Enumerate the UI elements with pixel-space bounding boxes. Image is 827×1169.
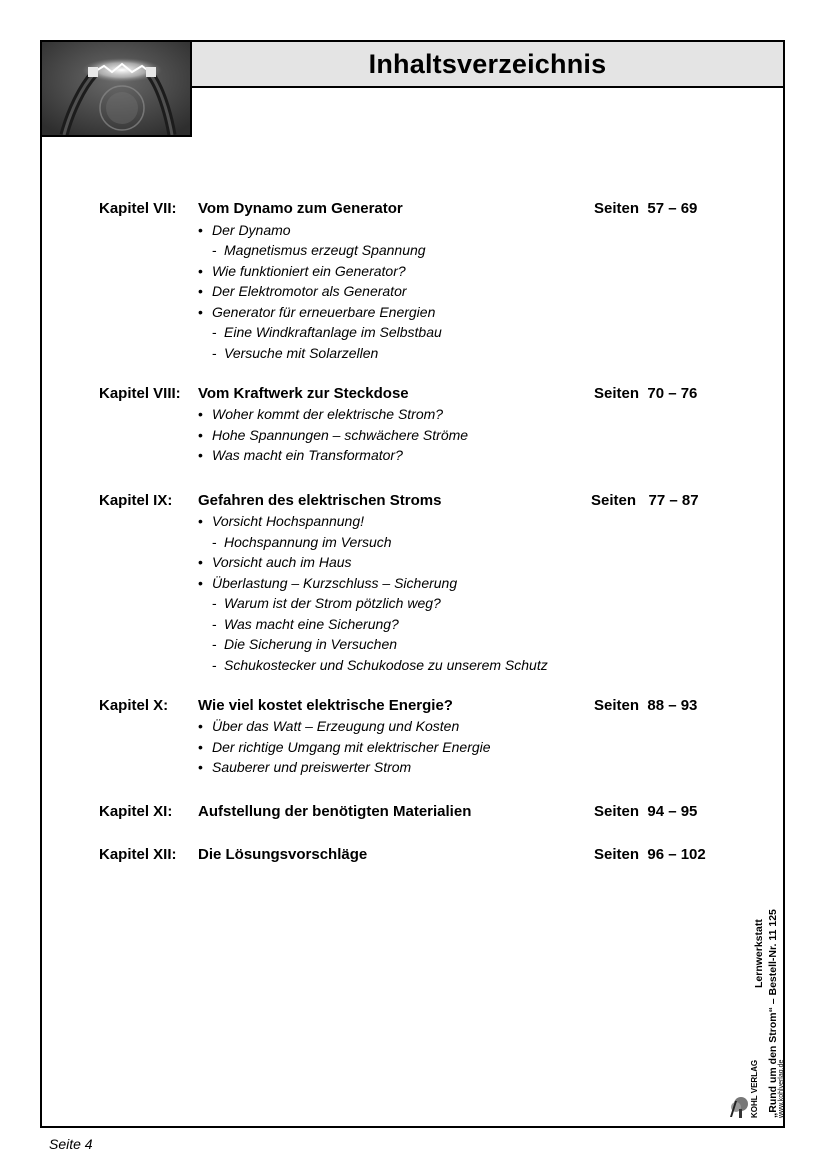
bullet-mark: • <box>198 513 203 529</box>
item-text: Der richtige Umgang mit elektrischer Energie <box>212 739 491 755</box>
dash-mark: - <box>212 595 217 611</box>
chapter-title: Vom Dynamo zum Generator <box>198 200 403 217</box>
dash-mark: - <box>212 324 217 340</box>
item-text: Über das Watt – Erzeugung und Kosten <box>212 718 460 734</box>
chapter-title: Die Lösungsvorschläge <box>198 846 368 863</box>
dash-mark: - <box>212 345 217 361</box>
item-text: Hohe Spannungen – schwächere Ströme <box>212 427 469 443</box>
item-text: Eine Windkraftanlage im Selbstbau <box>224 324 442 340</box>
bullet-mark: • <box>198 222 203 238</box>
bullet-mark: • <box>198 427 203 443</box>
chapter-label: Kapitel X: <box>99 697 169 714</box>
item-text: Generator für erneuerbare Energien <box>212 304 436 320</box>
chapter-title: Wie viel kostet elektrische Energie? <box>198 697 453 714</box>
bullet-mark: • <box>198 718 203 734</box>
dash-mark: - <box>212 534 217 550</box>
item-text: Schukostecker und Schukodose zu unserem Schutz <box>224 657 548 673</box>
publisher-logo-icon <box>728 1095 750 1124</box>
list-item <box>198 263 406 279</box>
item-text: Hochspannung im Versuch <box>224 534 392 550</box>
bullet-mark: • <box>198 304 203 320</box>
item-text: Was macht eine Sicherung? <box>224 616 399 632</box>
chapter-pages: Seiten 88 – 93 <box>594 697 698 714</box>
chapter-label: Kapitel VIII: <box>99 385 181 402</box>
item-text: Was macht ein Transformator? <box>212 447 403 463</box>
list-item <box>212 636 397 652</box>
list-item <box>198 283 407 299</box>
list-item <box>198 427 468 443</box>
publisher-brand: KOHL VERLAG <box>750 1059 759 1118</box>
item-text: Wie funktioniert ein Generator? <box>212 263 406 279</box>
chapter-title: Vom Kraftwerk zur Steckdose <box>198 385 409 402</box>
chapter-title: Aufstellung der benötigten Materialien <box>198 803 472 820</box>
list-item <box>198 739 491 755</box>
bullet-mark: • <box>198 447 203 463</box>
item-text: Warum ist der Strom pötzlich weg? <box>224 595 441 611</box>
list-item <box>198 222 291 238</box>
chapter-pages: Seiten 96 – 102 <box>594 846 706 863</box>
dash-mark: - <box>212 636 217 652</box>
chapter-title: Gefahren des elektrischen Stroms <box>198 492 442 509</box>
list-item <box>212 345 378 361</box>
bullet-mark: • <box>198 406 203 422</box>
list-item <box>212 616 399 632</box>
page-number: Seite 4 <box>49 1136 93 1152</box>
dash-mark: - <box>212 242 217 258</box>
item-text: Woher kommt der elektrische Strom? <box>212 406 444 422</box>
list-item <box>198 575 457 591</box>
book-order-info: „Rund um den Strom“ – Bestell-Nr. 11 125 <box>767 909 779 1118</box>
item-text: Vorsicht Hochspannung! <box>212 513 365 529</box>
chapter-label: Kapitel XII: <box>99 846 177 863</box>
item-text: Der Elektromotor als Generator <box>212 283 407 299</box>
series-title: Lernwerkstatt <box>753 919 765 988</box>
chapter-label: Kapitel XI: <box>99 803 173 820</box>
bullet-mark: • <box>198 283 203 299</box>
chapter-pages: Seiten 94 – 95 <box>594 803 698 820</box>
list-item <box>198 759 411 775</box>
item-text: Die Sicherung in Versuchen <box>224 636 398 652</box>
chapter-pages: Seiten 70 – 76 <box>594 385 698 402</box>
dash-mark: - <box>212 657 217 673</box>
list-item <box>212 595 441 611</box>
bullet-mark: • <box>198 739 203 755</box>
list-item <box>212 324 442 340</box>
page-title: Inhaltsverzeichnis <box>368 48 607 79</box>
list-item <box>212 534 392 550</box>
chapter-label: Kapitel IX: <box>99 492 173 509</box>
list-item <box>198 513 364 529</box>
dash-mark: - <box>212 616 217 632</box>
list-item <box>198 406 443 422</box>
item-text: Überlastung – Kurzschluss – Sicherung <box>212 575 458 591</box>
chapter-label: Kapitel VII: <box>99 200 177 217</box>
item-text: Vorsicht auch im Haus <box>212 554 352 570</box>
bullet-mark: • <box>198 263 203 279</box>
item-text: Der Dynamo <box>212 222 291 238</box>
item-text: Magnetismus erzeugt Spannung <box>224 242 426 258</box>
list-item <box>198 718 459 734</box>
chapter-pages: Seiten 57 – 69 <box>594 200 698 217</box>
bullet-mark: • <box>198 575 203 591</box>
list-item <box>198 447 403 463</box>
list-item <box>198 554 352 570</box>
item-text: Versuche mit Solarzellen <box>224 345 379 361</box>
chapter-pages: Seiten 77 – 87 <box>591 492 699 509</box>
list-item <box>212 242 426 258</box>
list-item <box>198 304 435 320</box>
list-item <box>212 657 548 673</box>
publisher-website: www.kohlverlag.de <box>778 1059 785 1118</box>
bullet-mark: • <box>198 759 203 775</box>
item-text: Sauberer und preiswerter Strom <box>212 759 412 775</box>
bullet-mark: • <box>198 554 203 570</box>
